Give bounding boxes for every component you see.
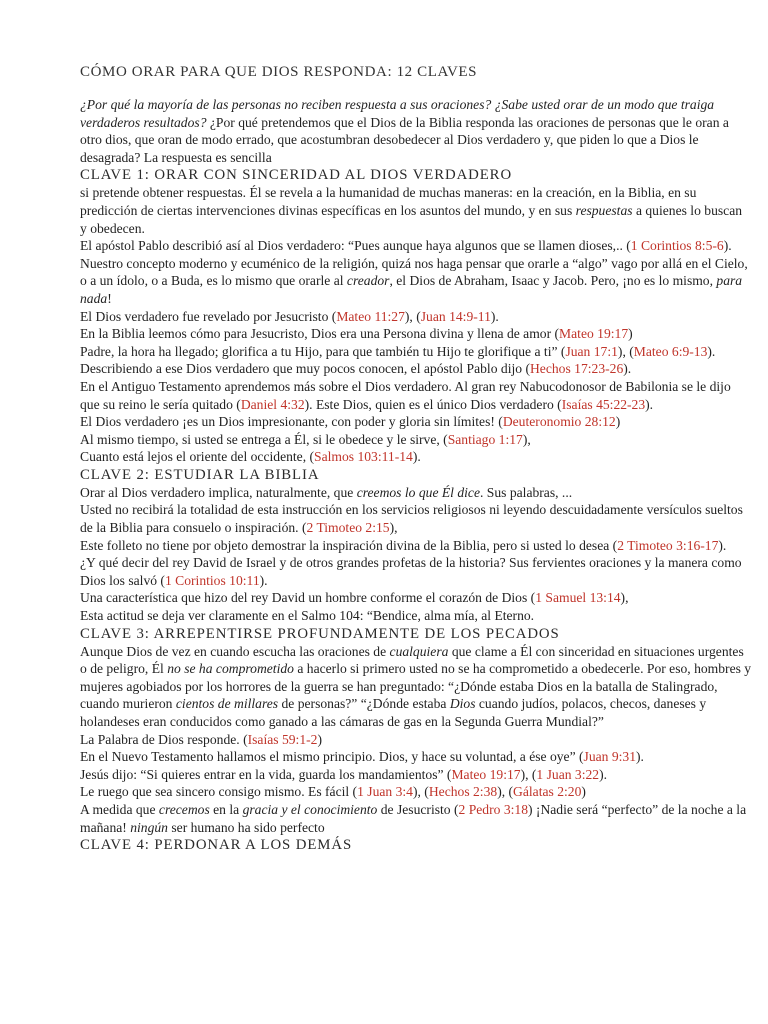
intro-question: ¿Por qué la mayoría de las personas no reciben respuesta a sus oraciones? ¿Sabe usted orar de un modo que traiga verdaderos resultados? <box>80 97 715 130</box>
paragraph: Una característica que hizo del rey David un hombre conforme el corazón de Dios (1 Samuel 13:14), <box>80 590 629 606</box>
scripture-link[interactable]: Hechos 17:23-26 <box>529 361 624 377</box>
paragraph: Cuanto está lejos el oriente del occidente, (Salmos 103:11-14). <box>80 449 421 465</box>
paragraph: Al mismo tiempo, si usted se entrega a Él, si le obedece y le sirve, (Santiago 1:17), <box>80 431 531 447</box>
scripture-link[interactable]: 1 Juan 3:22 <box>536 766 600 782</box>
scripture-link[interactable]: 2 Pedro 3:18 <box>458 801 528 817</box>
paragraph: Orar al Dios verdadero implica, naturalmente, que creemos lo que Él dice. Sus palabras, ... <box>80 484 573 500</box>
scripture-link[interactable]: Salmos 103:11-14 <box>314 449 413 465</box>
scripture-link[interactable]: 2 Timoteo 2:15 <box>306 520 390 536</box>
paragraph: El Dios verdadero ¡es un Dios impresionante, con poder y gloria sin límites! (Deuteronomio 28:12) <box>80 414 621 430</box>
paragraph: ¿Y qué decir del rey David de Israel y de otros grandes profetas de la historia? Sus fervientes oraciones y la manera como Dios los salvó (1 Corintios 10:11). <box>80 555 742 588</box>
scripture-link[interactable]: Mateo 19:17 <box>451 766 521 782</box>
scripture-link[interactable]: Santiago 1:17 <box>447 431 523 447</box>
paragraph: A medida que crecemos en la gracia y el conocimiento de Jesucristo (2 Pedro 3:18) ¡Nadie será “perfecto” de la noche a la mañana! ningún ser humano ha sido perfecto <box>80 801 747 835</box>
paragraph: Usted no recibirá la totalidad de esta instrucción en los servicios religiosos ni leyendo descuidadamente versículos sueltos de la Biblia para consuelo o inspiración. (2 Timoteo 2:15), <box>80 502 743 536</box>
paragraph: El apóstol Pablo describió así al Dios verdadero: “Pues aunque haya algunos que se llamen dioses,.. (1 Corintios 8:5-6). <box>80 238 732 254</box>
scripture-link[interactable]: 1 Corintios 8:5-6 <box>630 238 724 254</box>
paragraph: La Palabra de Dios responde. (Isaías 59:1-2) <box>80 731 322 747</box>
clave-1-heading: CLAVE 1: ORAR CON SINCERIDAD AL DIOS VERDADERO <box>80 167 513 184</box>
intro-paragraph <box>80 96 752 166</box>
scripture-link[interactable]: Juan 17:1 <box>565 343 618 359</box>
paragraph: Aunque Dios de vez en cuando escucha las oraciones de cualquiera que clame a Él con sinceridad en situaciones urgentes o de peligro, Él no se ha comprometido a hacerlo si primero usted no se ha comprometido a obedecerle. Por eso, hombres y mujeres agobiados por los horrores de la guerra se han preguntado: “¿Dónde estaba Dios en la batalla de Stalingrado, cuando murieron cientos de millares de personas?” “¿Dónde estaba Dios cuando judíos, polacos, checos, daneses y holandeses eran conducidos como ganado a las cámaras de gas en la Segunda Guerra Mundial?” <box>80 643 752 729</box>
scripture-link[interactable]: 1 Juan 3:4 <box>357 784 413 800</box>
scripture-link[interactable]: Juan 14:9-11 <box>420 308 491 324</box>
scripture-link[interactable]: Daniel 4:32 <box>240 396 305 412</box>
paragraph: En el Antiguo Testamento aprendemos más sobre el Dios verdadero. Al gran rey Nabucodonosor de Babilonia se le dijo que su reino le sería quitado (Daniel 4:32). Este Dios, quien es el único Dios verdadero (Isaías 45:22-23). <box>80 378 731 412</box>
scripture-link[interactable]: 1 Corintios 10:11 <box>164 572 260 588</box>
paragraph: Le ruego que sea sincero consigo mismo. Es fácil (1 Juan 3:4), (Hechos 2:38), (Gálatas 2:20) <box>80 784 586 800</box>
scripture-link[interactable]: Isaías 45:22-23 <box>561 396 646 412</box>
scripture-link[interactable]: Gálatas 2:20 <box>513 784 582 800</box>
scripture-link[interactable]: Hechos 2:38 <box>428 784 498 800</box>
paragraph: Jesús dijo: “Si quieres entrar en la vida, guarda los mandamientos” (Mateo 19:17), (1 Juan 3:22). <box>80 766 608 782</box>
scripture-link[interactable]: Mateo 19:17 <box>559 326 629 342</box>
paragraph: El Dios verdadero fue revelado por Jesucristo (Mateo 11:27), (Juan 14:9-11). <box>80 308 499 324</box>
paragraph: Este folleto no tiene por objeto demostrar la inspiración divina de la Biblia, pero si usted lo desea (2 Timoteo 3:16-17). <box>80 537 727 553</box>
document-body <box>80 96 752 854</box>
intro-text: ¿Por qué pretendemos que el Dios de la Biblia responda las oraciones de personas que le oran a otro dios, que oran de modo errado, que acostumbran desobedecer al Dios verdadero y, que piden lo que a Dios le desagrada? La respuesta es sencilla <box>80 114 729 165</box>
scripture-link[interactable]: 1 Samuel 13:14 <box>535 590 621 606</box>
scripture-link[interactable]: Juan 9:31 <box>583 749 637 765</box>
paragraph: Describiendo a ese Dios verdadero que muy pocos conocen, el apóstol Pablo dijo (Hechos 17:23-26). <box>80 361 632 377</box>
paragraph: Nuestro concepto moderno y ecuménico de la religión, quizá nos haga pensar que orarle a “algo” vago por allá en el Cielo, o a un ídolo, o a Buda, es lo mismo que orarle al creador, el Dios de Abraham, Isaac y Jacob. Pero, ¡no es lo mismo, para nada! <box>80 255 748 306</box>
paragraph: En la Biblia leemos cómo para Jesucristo, Dios era una Persona divina y llena de amor (Mateo 19:17) <box>80 326 633 342</box>
scripture-link[interactable]: Mateo 6:9-13 <box>633 343 708 359</box>
scripture-link[interactable]: Deuteronomio 28:12 <box>502 414 616 430</box>
document-title: CÓMO ORAR PARA QUE DIOS RESPONDA: 12 CLAVES <box>80 64 478 80</box>
paragraph: Padre, la hora ha llegado; glorifica a tu Hijo, para que también tu Hijo te glorifique a ti” (Juan 17:1), (Mateo 6:9-13). <box>80 343 716 359</box>
clave-4-heading: CLAVE 4: PERDONAR A LOS DEMÁS <box>80 837 353 854</box>
clave-3-heading: CLAVE 3: ARREPENTIRSE PROFUNDAMENTE DE LOS PECADOS <box>80 625 560 642</box>
scripture-link[interactable]: 2 Timoteo 3:16-17 <box>617 537 719 553</box>
paragraph: En el Nuevo Testamento hallamos el mismo principio. Dios, y hace su voluntad, a ése oye” (Juan 9:31). <box>80 749 644 765</box>
scripture-link[interactable]: Isaías 59:1-2 <box>247 731 318 747</box>
scripture-link[interactable]: Mateo 11:27 <box>336 308 405 324</box>
clave-2-heading: CLAVE 2: ESTUDIAR LA BIBLIA <box>80 466 320 483</box>
paragraph: si pretende obtener respuestas. Él se revela a la humanidad de muchas maneras: en la creación, en la Biblia, en su predicción de ciertas intervenciones divinas específicas en los asuntos del mundo, y en sus respuestas a quienes lo buscan y obedecen. <box>80 185 743 236</box>
paragraph: Esta actitud se deja ver claramente en el Salmo 104: “Bendice, alma mía, al Eterno. <box>80 608 535 624</box>
